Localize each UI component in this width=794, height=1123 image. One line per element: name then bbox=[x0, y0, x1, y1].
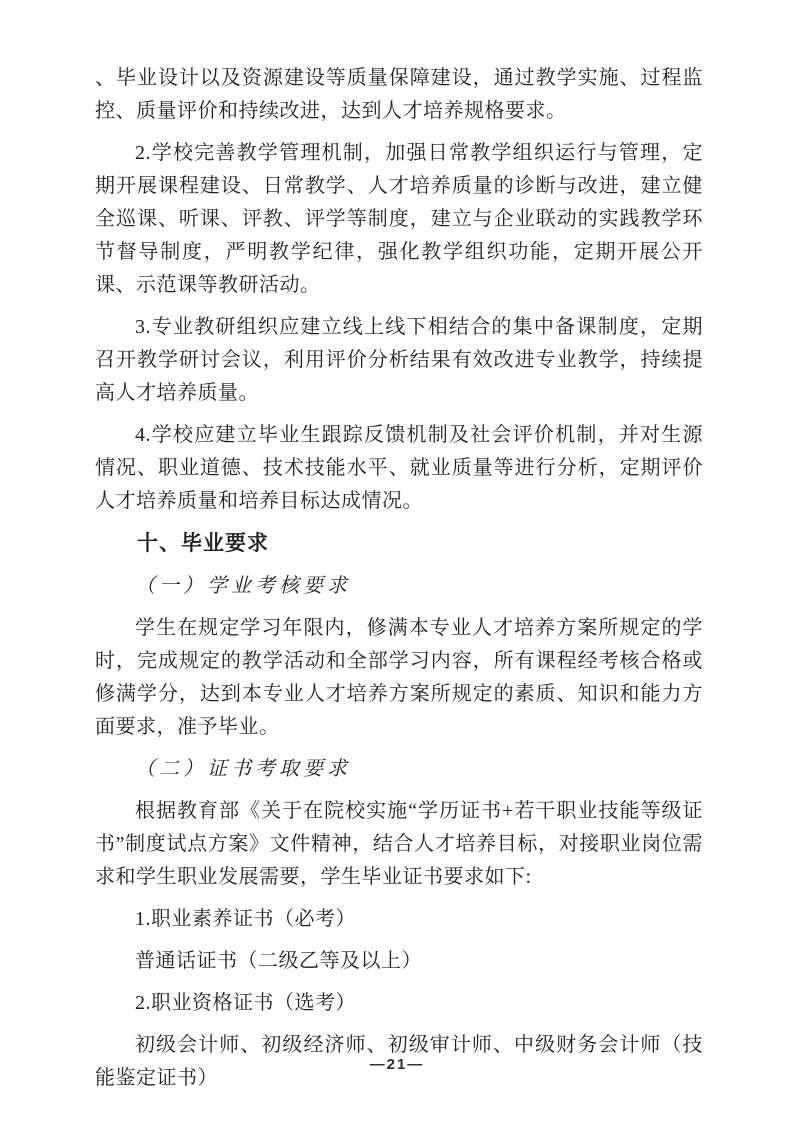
paragraph-certificate-policy: 根据教育部《关于在院校实施“学历证书+若干职业技能等级证书”制度试点方案》文件精神，结合人才培养目标，对接职业岗位需求和学生职业发展需要，学生毕业证书要求如下: bbox=[95, 800, 703, 888]
document-content bbox=[95, 62, 703, 1095]
paragraph-item-2: 2.学校完善教学管理机制，加强日常教学组织运行与管理，定期开展课程建设、日常教学、人才培养质量的诊断与改进，建立健全巡课、听课、评教、评学等制度，建立与企业联动的实践教学环节督导制度，严明教学纪律，强化教学组织功能，定期开展公开课、示范课等教研活动。 bbox=[95, 142, 703, 296]
paragraph-item-3: 3.专业教研组织应建立线上线下相结合的集中备课制度，定期召开教学研讨会议，利用评价分析结果有效改进专业教学，持续提高人才培养质量。 bbox=[95, 316, 703, 404]
paragraph-item-4: 4.学校应建立毕业生跟踪反馈机制及社会评价机制，并对生源情况、职业道德、技术技能水平、就业质量等进行分析，定期评价人才培养质量和培养目标达成情况。 bbox=[95, 424, 703, 512]
list-item-certificate-1: 1.职业素养证书（必考） bbox=[135, 908, 356, 930]
subsection-heading-1: （一）学业考核要求 bbox=[135, 575, 351, 597]
list-item-qualification-certificates: 初级会计师、初级经济师、初级审计师、中级财务会计师（技能鉴定证书） bbox=[95, 1034, 703, 1089]
section-heading: 十、毕业要求 bbox=[137, 532, 269, 555]
paragraph-academic-requirements: 学生在规定学习年限内，修满本专业人才培养方案所规定的学时，完成规定的教学活动和全部学习内容，所有课程经考核合格或修满学分，达到本专业人才培养方案所规定的素质、知识和能力方面要求，准予毕业。 bbox=[95, 617, 703, 738]
list-item-putonghua-certificate: 普通话证书（二级乙等及以上） bbox=[135, 950, 422, 972]
paragraph-continuation: 、毕业设计以及资源建设等质量保障建设，通过教学实施、过程监控、质量评价和持续改进，达到人才培养规格要求。 bbox=[95, 67, 703, 122]
list-item-certificate-2: 2.职业资格证书（选考） bbox=[135, 992, 356, 1014]
subsection-heading-2: （二）证书考取要求 bbox=[135, 758, 351, 780]
page-number: —21— bbox=[369, 1056, 425, 1073]
